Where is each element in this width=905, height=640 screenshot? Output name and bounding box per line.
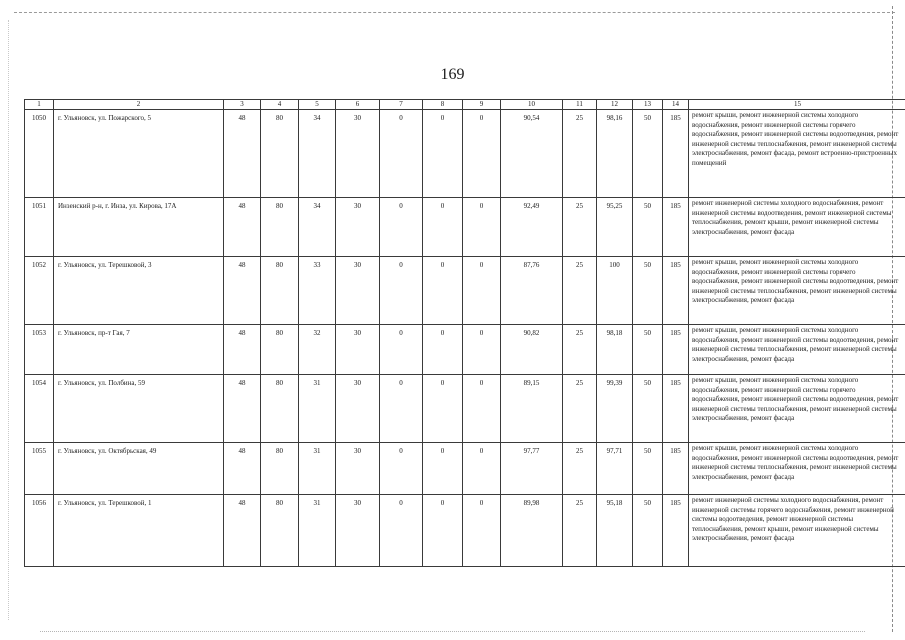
- column-header: 1: [25, 100, 54, 110]
- value-cell-c7: 0: [380, 375, 423, 443]
- works-cell: ремонт инженерной системы холодного водоснабжения, ремонт инженерной системы водоотведения, ремонт инженерной системы теплоснабжения, ремонт крыши, ремонт инженерной системы электроснабжения, ремонт фасада: [689, 198, 905, 257]
- value-cell-c13: 50: [633, 495, 663, 567]
- value-cell-c11: 25: [563, 375, 597, 443]
- value-cell-c7: 0: [380, 495, 423, 567]
- value-cell-c8: 0: [423, 375, 463, 443]
- value-cell-c4: 80: [261, 257, 299, 325]
- value-cell-c12: 98,18: [597, 325, 633, 375]
- column-header: 8: [423, 100, 463, 110]
- value-cell-c7: 0: [380, 443, 423, 495]
- address-cell: г. Ульяновск, ул. Полбина, 59: [54, 375, 224, 443]
- address-cell: г. Ульяновск, пр-т Гая, 7: [54, 325, 224, 375]
- value-cell-c3: 48: [224, 257, 261, 325]
- value-cell-c11: 25: [563, 495, 597, 567]
- value-cell-c14: 185: [663, 495, 689, 567]
- value-cell-c4: 80: [261, 198, 299, 257]
- scan-edge-top: [14, 12, 895, 13]
- value-cell-c14: 185: [663, 110, 689, 198]
- value-cell-c3: 48: [224, 198, 261, 257]
- register-table: [24, 99, 905, 567]
- value-cell-c6: 30: [336, 110, 380, 198]
- value-cell-c10: 87,76: [501, 257, 563, 325]
- table-row: [25, 198, 905, 257]
- value-cell-c4: 80: [261, 325, 299, 375]
- value-cell-c9: 0: [463, 257, 501, 325]
- works-cell: ремонт крыши, ремонт инженерной системы холодного водоснабжения, ремонт инженерной системы водоотведения, ремонт инженерной системы теплоснабжения, ремонт инженерной системы электроснабжения, ремонт фасада: [689, 325, 905, 375]
- scan-edge-bottom: [40, 631, 865, 632]
- column-header: 7: [380, 100, 423, 110]
- value-cell-c4: 80: [261, 375, 299, 443]
- row-id-cell: 1052: [25, 257, 54, 325]
- value-cell-c11: 25: [563, 257, 597, 325]
- value-cell-c12: 97,71: [597, 443, 633, 495]
- address-cell: г. Ульяновск, ул. Терешковой, 3: [54, 257, 224, 325]
- column-header: 3: [224, 100, 261, 110]
- row-id-cell: 1055: [25, 443, 54, 495]
- page-number: 169: [440, 66, 465, 83]
- value-cell-c7: 0: [380, 110, 423, 198]
- works-cell: ремонт инженерной системы холодного водоснабжения, ремонт инженерной системы горячего водоснабжения, ремонт инженерной системы водоотведения, ремонт инженерной системы теплоснабжения, ремонт крыши, ремонт инженерной системы электроснабжения, ремонт фасада: [689, 495, 905, 567]
- header-row: [25, 100, 905, 110]
- value-cell-c14: 185: [663, 198, 689, 257]
- value-cell-c3: 48: [224, 110, 261, 198]
- value-cell-c9: 0: [463, 110, 501, 198]
- value-cell-c9: 0: [463, 375, 501, 443]
- works-cell: ремонт крыши, ремонт инженерной системы холодного водоснабжения, ремонт инженерной системы горячего водоснабжения, ремонт инженерной системы водоотведения, ремонт инженерной системы теплоснабжения, ремонт инженерной системы электроснабжения, ремонт фасада: [689, 375, 905, 443]
- value-cell-c6: 30: [336, 495, 380, 567]
- address-cell: г. Ульяновск, ул. Октябрьская, 49: [54, 443, 224, 495]
- row-id-cell: 1054: [25, 375, 54, 443]
- row-id-cell: 1051: [25, 198, 54, 257]
- value-cell-c4: 80: [261, 495, 299, 567]
- value-cell-c5: 31: [299, 443, 336, 495]
- value-cell-c4: 80: [261, 110, 299, 198]
- value-cell-c12: 95,18: [597, 495, 633, 567]
- value-cell-c8: 0: [423, 257, 463, 325]
- value-cell-c11: 25: [563, 443, 597, 495]
- value-cell-c6: 30: [336, 198, 380, 257]
- value-cell-c11: 25: [563, 198, 597, 257]
- row-id-cell: 1050: [25, 110, 54, 198]
- table-row: [25, 110, 905, 198]
- value-cell-c8: 0: [423, 198, 463, 257]
- value-cell-c10: 90,82: [501, 325, 563, 375]
- value-cell-c8: 0: [423, 443, 463, 495]
- value-cell-c8: 0: [423, 325, 463, 375]
- value-cell-c13: 50: [633, 198, 663, 257]
- column-header: 6: [336, 100, 380, 110]
- value-cell-c5: 34: [299, 198, 336, 257]
- value-cell-c4: 80: [261, 443, 299, 495]
- value-cell-c5: 31: [299, 375, 336, 443]
- column-header: 14: [663, 100, 689, 110]
- column-header: 11: [563, 100, 597, 110]
- value-cell-c6: 30: [336, 443, 380, 495]
- table-row: [25, 375, 905, 443]
- column-header: 5: [299, 100, 336, 110]
- value-cell-c6: 30: [336, 375, 380, 443]
- value-cell-c11: 25: [563, 110, 597, 198]
- value-cell-c3: 48: [224, 495, 261, 567]
- row-id-cell: 1056: [25, 495, 54, 567]
- column-header: 9: [463, 100, 501, 110]
- value-cell-c14: 185: [663, 443, 689, 495]
- value-cell-c13: 50: [633, 110, 663, 198]
- value-cell-c5: 33: [299, 257, 336, 325]
- column-header: 4: [261, 100, 299, 110]
- value-cell-c12: 98,16: [597, 110, 633, 198]
- row-id-cell: 1053: [25, 325, 54, 375]
- value-cell-c10: 97,77: [501, 443, 563, 495]
- value-cell-c7: 0: [380, 257, 423, 325]
- works-cell: ремонт крыши, ремонт инженерной системы холодного водоснабжения, ремонт инженерной системы горячего водоснабжения, ремонт инженерной системы водоотведения, ремонт инженерной системы теплоснабжения, ремонт инженерной системы электроснабжения, ремонт фасада, ремонт встроенно-пристроенных помещений: [689, 110, 905, 198]
- column-header: 10: [501, 100, 563, 110]
- column-header: 12: [597, 100, 633, 110]
- value-cell-c13: 50: [633, 443, 663, 495]
- value-cell-c3: 48: [224, 325, 261, 375]
- value-cell-c3: 48: [224, 375, 261, 443]
- table-row: [25, 495, 905, 567]
- value-cell-c13: 50: [633, 325, 663, 375]
- value-cell-c9: 0: [463, 198, 501, 257]
- value-cell-c5: 34: [299, 110, 336, 198]
- value-cell-c12: 99,39: [597, 375, 633, 443]
- value-cell-c8: 0: [423, 495, 463, 567]
- value-cell-c13: 50: [633, 257, 663, 325]
- value-cell-c9: 0: [463, 443, 501, 495]
- value-cell-c7: 0: [380, 325, 423, 375]
- value-cell-c13: 50: [633, 375, 663, 443]
- value-cell-c5: 32: [299, 325, 336, 375]
- table-row: [25, 257, 905, 325]
- value-cell-c10: 89,98: [501, 495, 563, 567]
- value-cell-c11: 25: [563, 325, 597, 375]
- value-cell-c5: 31: [299, 495, 336, 567]
- value-cell-c12: 100: [597, 257, 633, 325]
- address-cell: Инзенский р-н, г. Инза, ул. Кирова, 17А: [54, 198, 224, 257]
- address-cell: г. Ульяновск, ул. Терешковой, 1: [54, 495, 224, 567]
- column-header: 2: [54, 100, 224, 110]
- address-cell: г. Ульяновск, ул. Пожарского, 5: [54, 110, 224, 198]
- value-cell-c9: 0: [463, 325, 501, 375]
- value-cell-c6: 30: [336, 325, 380, 375]
- value-cell-c10: 90,54: [501, 110, 563, 198]
- scan-edge-left: [8, 20, 9, 620]
- value-cell-c10: 92,49: [501, 198, 563, 257]
- works-cell: ремонт крыши, ремонт инженерной системы холодного водоснабжения, ремонт инженерной системы горячего водоснабжения, ремонт инженерной системы водоотведения, ремонт инженерной системы теплоснабжения, ремонт инженерной системы электроснабжения, ремонт фасада: [689, 257, 905, 325]
- value-cell-c14: 185: [663, 325, 689, 375]
- value-cell-c9: 0: [463, 495, 501, 567]
- table-row: [25, 325, 905, 375]
- value-cell-c10: 89,15: [501, 375, 563, 443]
- value-cell-c3: 48: [224, 443, 261, 495]
- value-cell-c8: 0: [423, 110, 463, 198]
- value-cell-c12: 95,25: [597, 198, 633, 257]
- column-header: 15: [689, 100, 905, 110]
- works-cell: ремонт крыши, ремонт инженерной системы холодного водоснабжения, ремонт инженерной системы водоотведения, ремонт инженерной системы теплоснабжения, ремонт инженерной системы электроснабжения, ремонт фасада: [689, 443, 905, 495]
- column-header: 13: [633, 100, 663, 110]
- value-cell-c14: 185: [663, 375, 689, 443]
- table-row: [25, 443, 905, 495]
- value-cell-c6: 30: [336, 257, 380, 325]
- value-cell-c14: 185: [663, 257, 689, 325]
- value-cell-c7: 0: [380, 198, 423, 257]
